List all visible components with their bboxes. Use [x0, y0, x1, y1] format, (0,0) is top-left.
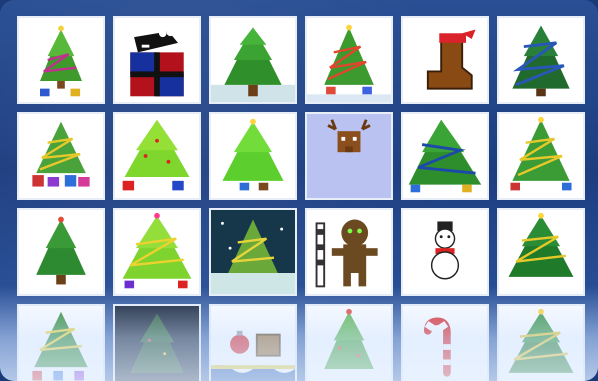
ornament-icon [211, 306, 295, 381]
gingerbread-man-icon [307, 210, 391, 294]
tile-light-green-tree[interactable] [209, 112, 297, 200]
tree-icon [499, 18, 583, 102]
tile-tree-with-gifts[interactable] [17, 112, 105, 200]
boot-icon [403, 18, 487, 102]
tree-icon [403, 114, 487, 198]
tree-icon [499, 306, 583, 381]
tree-icon [211, 114, 295, 198]
tile-snowman[interactable] [401, 208, 489, 296]
tree-icon [19, 18, 103, 102]
tile-tree[interactable] [17, 208, 105, 296]
tile-brown-boot[interactable] [401, 16, 489, 104]
tree-icon [115, 210, 199, 294]
tile-ornament-and-gift[interactable] [209, 304, 297, 381]
tree-icon [499, 114, 583, 198]
tile-light-green-tree[interactable] [113, 208, 201, 296]
tile-light-green-tree[interactable] [113, 112, 201, 200]
tile-tree-with-gifts[interactable] [497, 112, 585, 200]
tile-tree-with-gifts[interactable] [17, 16, 105, 104]
tile-tree-night-scene[interactable] [209, 208, 297, 296]
tile-penguin-on-gift-box[interactable] [113, 16, 201, 104]
tile-decorated-tree[interactable] [305, 16, 393, 104]
tile-reindeer-face[interactable] [305, 112, 393, 200]
tile-dark-tree[interactable] [497, 208, 585, 296]
tree-icon [115, 306, 199, 381]
tile-dark-tree-night[interactable] [113, 304, 201, 381]
tile-tree[interactable] [305, 304, 393, 381]
tree-icon [211, 210, 295, 294]
tree-icon [19, 210, 103, 294]
tile-tree-with-gifts[interactable] [17, 304, 105, 381]
tree-icon [307, 18, 391, 102]
tree-icon [19, 306, 103, 381]
tile-candy-cane[interactable] [401, 304, 489, 381]
tile-leaning-tree[interactable] [401, 112, 489, 200]
tree-icon [211, 18, 295, 102]
tile-dark-tree[interactable] [497, 304, 585, 381]
tree-icon [307, 306, 391, 381]
tree-icon [115, 114, 199, 198]
candy-cane-icon [403, 306, 487, 381]
tile-gingerbread-man[interactable] [305, 208, 393, 296]
gift-box-icon [115, 18, 199, 102]
tile-tree-snowy-ground[interactable] [209, 16, 297, 104]
tree-icon [499, 210, 583, 294]
tile-dark-tree[interactable] [497, 16, 585, 104]
snowman-icon [403, 210, 487, 294]
tree-icon [19, 114, 103, 198]
reindeer-icon [307, 114, 391, 198]
